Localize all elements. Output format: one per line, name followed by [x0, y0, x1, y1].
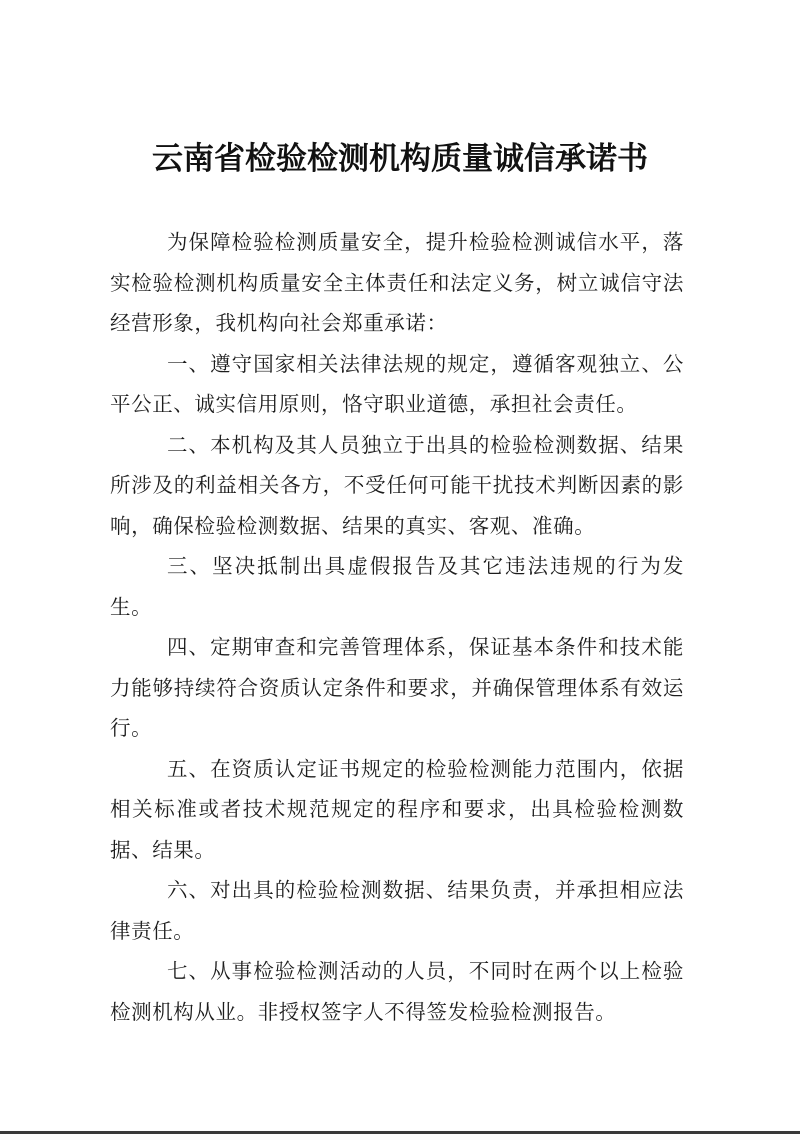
intro-paragraph: 为保障检验检测质量安全，提升检验检测诚信水平，落实检验检测机构质量安全主体责任和法定义务，树立诚信守法经营形象，我机构向社会郑重承诺： [110, 230, 684, 335]
commitment-4-paragraph: 四、定期审查和完善管理体系，保证基本条件和技术能力能够持续符合资质认定条件和要求，并确保管理体系有效运行。 [110, 635, 684, 740]
commitment-7-paragraph: 七、从事检验检测活动的人员，不同时在两个以上检验检测机构从业。非授权签字人不得签发检验检测报告。 [110, 959, 684, 1024]
commitment-6-paragraph: 六、对出具的检验检测数据、结果负责，并承担相应法律责任。 [110, 878, 684, 943]
commitment-3-paragraph: 三、坚决抵制出具虚假报告及其它违法违规的行为发生。 [110, 554, 684, 619]
commitment-2-paragraph: 二、本机构及其人员独立于出具的检验检测数据、结果所涉及的利益相关各方，不受任何可能干扰技术判断因素的影响，确保检验检测数据、结果的真实、客观、准确。 [110, 432, 684, 538]
commitment-5-paragraph: 五、在资质认定证书规定的检验检测能力范围内，依据相关标准或者技术规范规定的程序和要求，出具检验检测数据、结果。 [110, 756, 684, 862]
document-body [110, 222, 684, 1032]
commitment-1-paragraph: 一、遵守国家相关法律法规的规定，遵循客观独立、公平公正、诚实信用原则，恪守职业道德，承担社会责任。 [110, 351, 684, 416]
document-title: 云南省检验检测机构质量诚信承诺书 [152, 141, 648, 177]
